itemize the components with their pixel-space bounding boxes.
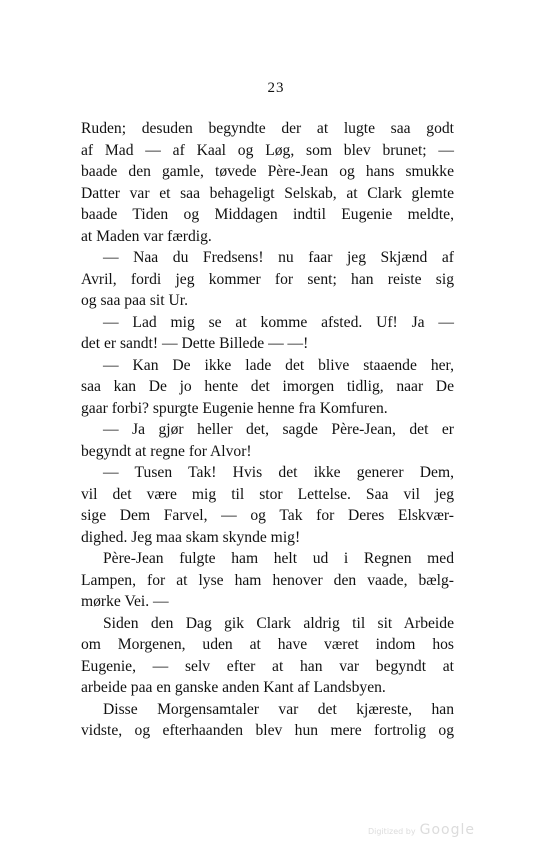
text-line: om Morgenen, uden at have været indom hos [81, 636, 454, 653]
text-line: gaar forbi? spurgte Eugenie henne fra Komfuren. [81, 399, 388, 417]
text-line: saa kan De jo hente det imorgen tidlig, naar De [81, 378, 454, 395]
text-line: vidste, og efterhaanden blev hun mere fortrolig og [81, 722, 454, 739]
text-line: Père-Jean fulgte ham helt ud i Regnen med [103, 550, 454, 567]
text-line: Avril, fordi jeg kommer for sent; han reiste sig [81, 270, 454, 288]
text-line: sige Dem Farvel, — og Tak for Deres Elskvær- [81, 507, 454, 524]
text-line: vil det være mig til stor Lettelse. Saa vil jeg [81, 485, 454, 503]
text-line: Siden den Dag gik Clark aldrig til sit Arbeide [103, 614, 454, 632]
body-text [81, 118, 454, 742]
page-number: 23 [267, 80, 285, 96]
watermark-prefix: Digitized by [368, 827, 416, 836]
text-line: arbeide paa en ganske anden Kant af Landsbyen. [81, 679, 386, 696]
text-line: Eugenie, — selv efter at han var begyndt at [81, 657, 454, 675]
text-line: det er sandt! — Dette Billede — —! [81, 335, 309, 352]
text-line: baade Tiden og Middagen indtil Eugenie meldte, [81, 206, 454, 223]
text-line: begyndt at regne for Alvor! [81, 442, 252, 460]
text-line: Datter var et saa behageligt Selskab, at Clark glemte [81, 184, 454, 202]
text-line: af Mad — af Kaal og Løg, som blev brunet; — [81, 141, 454, 159]
scan-watermark [368, 822, 475, 838]
text-line: Lampen, for at lyse ham henover den vaade, bælg- [81, 571, 454, 589]
text-line: at Maden var færdig. [81, 227, 212, 245]
text-line: mørke Vei. — [81, 593, 169, 610]
text-line: — Kan De ikke lade det blive staaende her, [103, 356, 454, 374]
text-line: — Naa du Fredsens! nu faar jeg Skjænd af [103, 249, 454, 266]
text-line: — Ja gjør heller det, sagde Père-Jean, det er [103, 421, 454, 438]
text-line: Disse Morgensamtaler var det kjæreste, han [103, 700, 454, 718]
watermark-logo: Google [419, 822, 475, 838]
text-line: Ruden; desuden begyndte der at lugte saa godt [81, 120, 454, 137]
text-line: og saa paa sit Ur. [81, 292, 188, 309]
text-line: dighed. Jeg maa skam skynde mig! [81, 528, 301, 546]
text-line: — Lad mig se at komme afsted. Uf! Ja — [103, 313, 454, 331]
text-line: baade den gamle, tøvede Père-Jean og hans smukke [81, 163, 454, 180]
text-line: — Tusen Tak! Hvis det ikke generer Dem, [103, 464, 454, 481]
